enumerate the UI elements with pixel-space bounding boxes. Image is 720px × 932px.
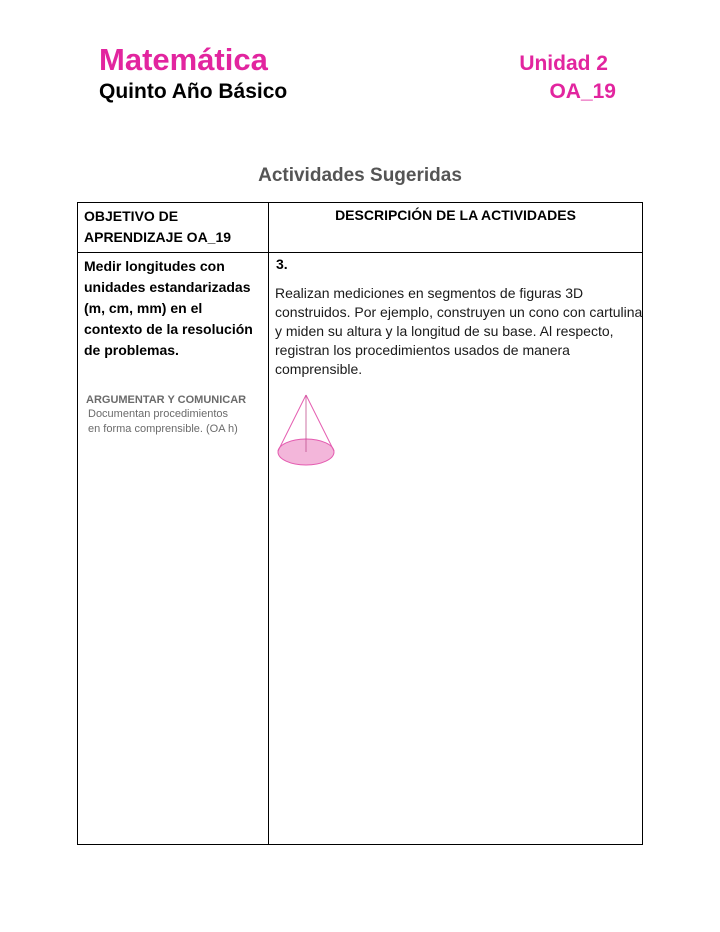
learning-objective: Medir longitudes con unidades estandarizadas (m, cm, mm) en el contexto de la resolución de problemas.	[84, 258, 253, 358]
objective-header: OBJETIVO DE APRENDIZAJE OA_19	[84, 208, 232, 245]
skill-description-line-1: Documentan procedimientos	[88, 408, 229, 420]
skill-box	[86, 393, 266, 437]
subject-title: Matemática	[99, 42, 268, 77]
skill-description-line-2: en forma comprensible. (OA h)	[88, 423, 238, 435]
header-divider	[78, 252, 642, 253]
oa-label: OA_19	[549, 80, 616, 103]
activities-table	[77, 202, 643, 845]
section-title: Actividades Sugeridas	[258, 165, 462, 186]
activity-number: 3.	[276, 256, 288, 272]
skill-title: ARGUMENTAR Y COMUNICAR	[86, 394, 247, 406]
column-divider	[268, 203, 269, 844]
description-header: DESCRIPCIÓN DE LA ACTIVIDADES	[335, 207, 576, 223]
activity-description: Realizan mediciones en segmentos de figuras 3D construidos. Por ejemplo, construyen un cono con cartulina y miden su altura y la longitud de su base. Al respecto, registran los procedimientos usados de manera comprensible.	[275, 285, 643, 377]
grade-title: Quinto Año Básico	[99, 80, 288, 103]
cone-figure-icon	[277, 393, 339, 469]
unit-label: Unidad 2	[519, 52, 608, 75]
